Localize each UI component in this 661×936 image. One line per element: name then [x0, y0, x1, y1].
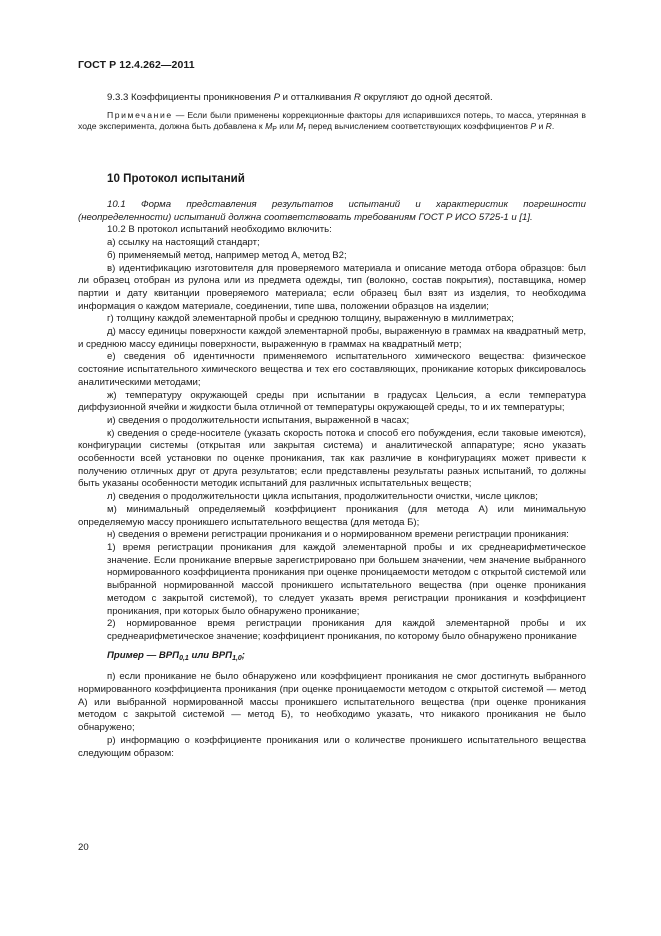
section-10-body [78, 199, 586, 760]
list-item-p: п) если проникание не было обнаружено или коэффициент проникания не смог достигнуть выбранного нормированного коэффициента проникания (при оценке проницаемости методом с открытой системой — метод А) или выбранной нормированной массы проникшего испытательного вещества (при оценке проникания методом с закрытой системой — метод Б), то необходимо указать, что никакого проникания не было обнаружено; [78, 671, 586, 734]
list-item-k: к) сведения о среде-носителе (указать скорость потока и способ его побуждения, если таковые имеются), конфигурации системы (открытая или закрытая система) и аналитической аппаратуре; ясно указать особенности всей установки по оценке проникания, так как различие в конфигурациях может привести к получению отличных друг от друга результатов; если представлены результаты разных испытаний, то должны быть указаны особенности методик испытаний для различных испытательных веществ; [78, 427, 586, 490]
list-item-d: д) массу единицы поверхности каждой элементарной пробы, выраженную в граммах на квадратный метр, и среднюю массу единицы поверхности, выраженную в граммах на квадратный метр; [78, 326, 586, 350]
example-line: Пример — $ВРП_{0,1}$ или $ВРП_{1,0}$; [107, 649, 245, 662]
paragraph-9-3-3: 9.3.3 Коэффициенты проникновения Р и отталкивания R округляют до одной десятой. [107, 92, 493, 103]
list-item-m: м) минимальный определяемый коэффициент проникания (для метода А) или минимальную определяемую массу проникшего испытательного вещества (для метода Б); [78, 503, 586, 528]
list-item-r: р) информацию о коэффициенте проникания или о количестве проникшего испытательного вещества следующим образом: [78, 734, 586, 759]
section-heading: 10 Протокол испытаний [107, 172, 245, 185]
list-item-e: е) сведения об идентичности применяемого испытательного химического вещества: физическое состояние испытательного химического вещества и тех его составляющих, проникание которых фиксировалось аналитическими методами; [78, 351, 586, 388]
page-number: 20 [78, 842, 89, 853]
paragraph-10-1: 10.1 Форма представления результатов испытаний и характеристик погрешности (неопределенности) испытаний должна соответствовать требованиям ГОСТ Р ИСО 5725-1 и [1]. [78, 199, 586, 223]
list-item-a: а) ссылку на настоящий стандарт; [107, 237, 260, 249]
note-paragraph: Примечание — Если были применены коррекционные факторы для испарившихся потерь, то масса, утерянная в ходе эксперимента, должна быть добавлена к $M_P$ или $M_r$ перед вычислением соответствующих коэффициентов Р и R. [78, 110, 586, 134]
list-item-l: л) сведения о продолжительности цикла испытания, продолжительности очистки, числе циклов; [107, 491, 538, 503]
list-item-n-2: 2) нормированное время регистрации проникания для каждой элементарной пробы и их среднеарифметическое значение; коэффициент проникания, по которому было обнаружено проникание [107, 618, 586, 642]
note-label: Примечание [107, 110, 173, 120]
list-item-b: б) применяемый метод, например метод А, метод В2; [107, 249, 347, 261]
list-item-n: н) сведения о времени регистрации проникания и о нормированном времени регистрации проникания: [107, 529, 569, 541]
paragraph-10-2: 10.2 В протокол испытаний необходимо включить: [107, 224, 332, 236]
list-item-i: и) сведения о продолжительности испытания, выраженной в часах; [107, 414, 410, 426]
list-item-zh: ж) температуру окружающей среды при испытании в градусах Цельсия, а если температура диффузионной ячейки и жидкости была отличной от температуры окружающей среды, то и их температуры; [78, 389, 586, 414]
list-item-g: г) толщину каждой элементарной пробы и среднюю толщину, выраженную в миллиметрах; [107, 313, 514, 325]
list-item-v: в) идентификацию изготовителя для проверяемого материала и описание метода отбора образцов: был ли образец отобран из рулона или из предмета одежды, тип (волокно, состав покрытия), поставщика, номер партии и дату квитанции проверяемого материала; если образец был взят из изделия, то необходима информация о каждом материале, соединении, типе шва, положении образцов на изделии; [78, 262, 586, 312]
list-item-n-1: 1) время регистрации проникания для каждой элементарной пробы и их среднеарифметическое значение. Если проникание впервые зарегистрировано при большем значении, чем значение выбранного нормированного коэффициента проникания при оценке проницаемости методом с открытой системой или выбранной нормированной массой проникшего испытательного вещества (при оценке проникания методом с закрытой системой), то следует указать время регистрации проникания и коэффициент проникания, при которых было обнаружено проникание; [107, 541, 586, 617]
standard-code-header: ГОСТ Р 12.4.262—2011 [78, 59, 195, 71]
